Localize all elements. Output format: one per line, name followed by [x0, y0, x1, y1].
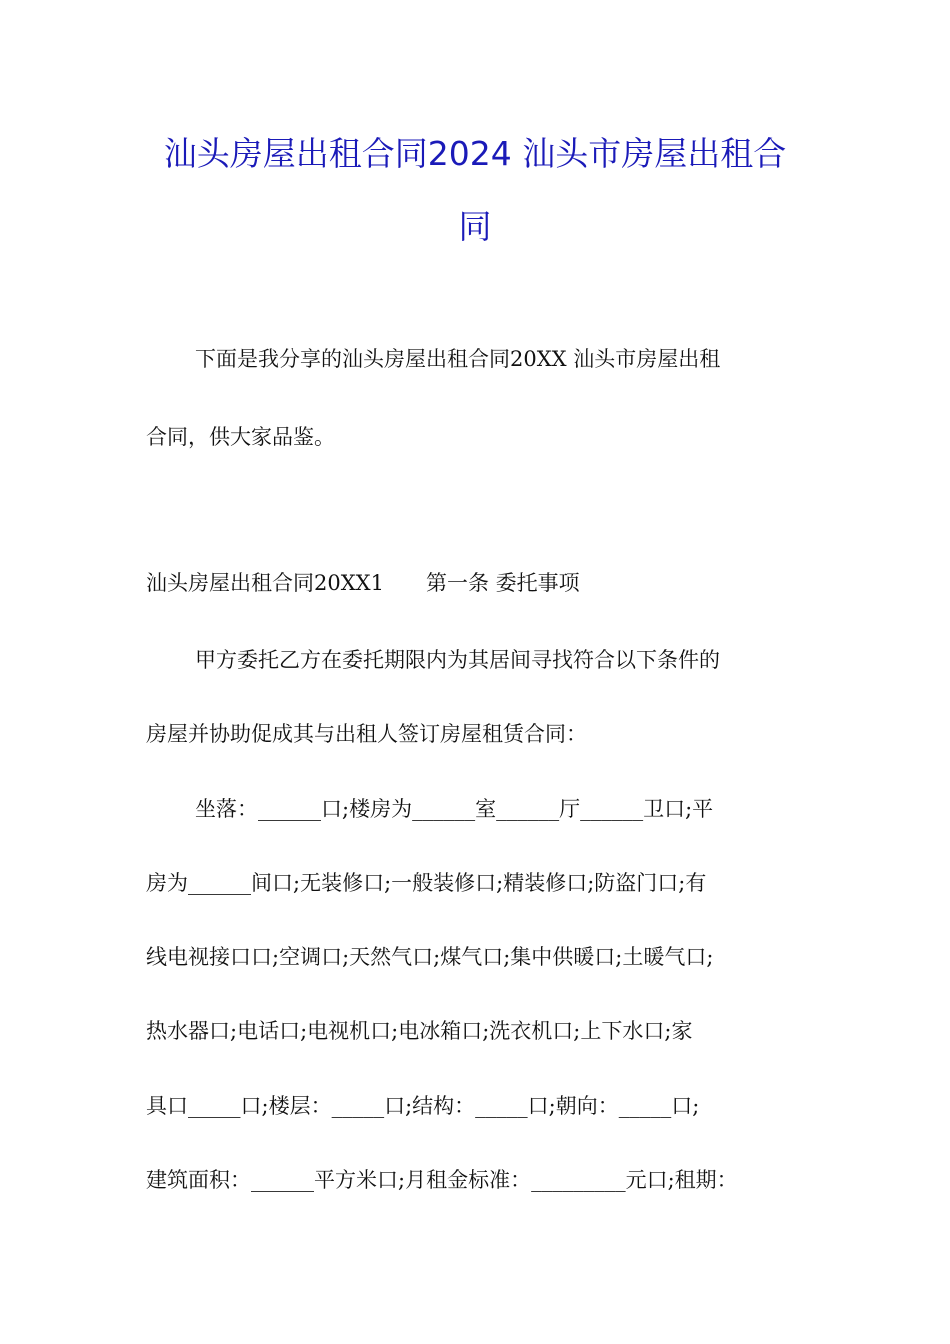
- paragraph1-line-1: 甲方委托乙方在委托期限内为其居间寻找符合以下条件的: [195, 648, 720, 672]
- section-heading: 汕头房屋出租合同20XX1 第一条 委托事项: [146, 571, 580, 595]
- paragraph2-line-5: 具口_____口;楼层：_____口;结构：_____口;朝向：_____口;: [146, 1094, 700, 1118]
- document-title-line-2: 同: [458, 207, 492, 246]
- document-title-line-1: 汕头房屋出租合同2024 汕头市房屋出租合: [163, 134, 787, 173]
- paragraph1-line-2: 房屋并协助促成其与出租人签订房屋租赁合同：: [146, 722, 587, 746]
- paragraph2-line-2: 房为______间口;无装修口;一般装修口;精装修口;防盗门口;有: [146, 871, 707, 895]
- intro-line-1: 下面是我分享的汕头房屋出租合同20XX 汕头市房屋出租: [195, 347, 721, 371]
- paragraph2-line-3: 线电视接口口;空调口;天然气口;煤气口;集中供暖口;土暖气口;: [146, 945, 714, 969]
- paragraph2-line-6: 建筑面积：______平方米口;月租金标准：_________元口;租期：: [146, 1168, 738, 1192]
- paragraph2-line-4: 热水器口;电话口;电视机口;电冰箱口;洗衣机口;上下水口;家: [146, 1019, 693, 1043]
- paragraph2-line-1: 坐落：______口;楼房为______室______厅______卫口;平: [195, 797, 714, 821]
- intro-line-2: 合同，供大家品鉴。: [146, 425, 335, 449]
